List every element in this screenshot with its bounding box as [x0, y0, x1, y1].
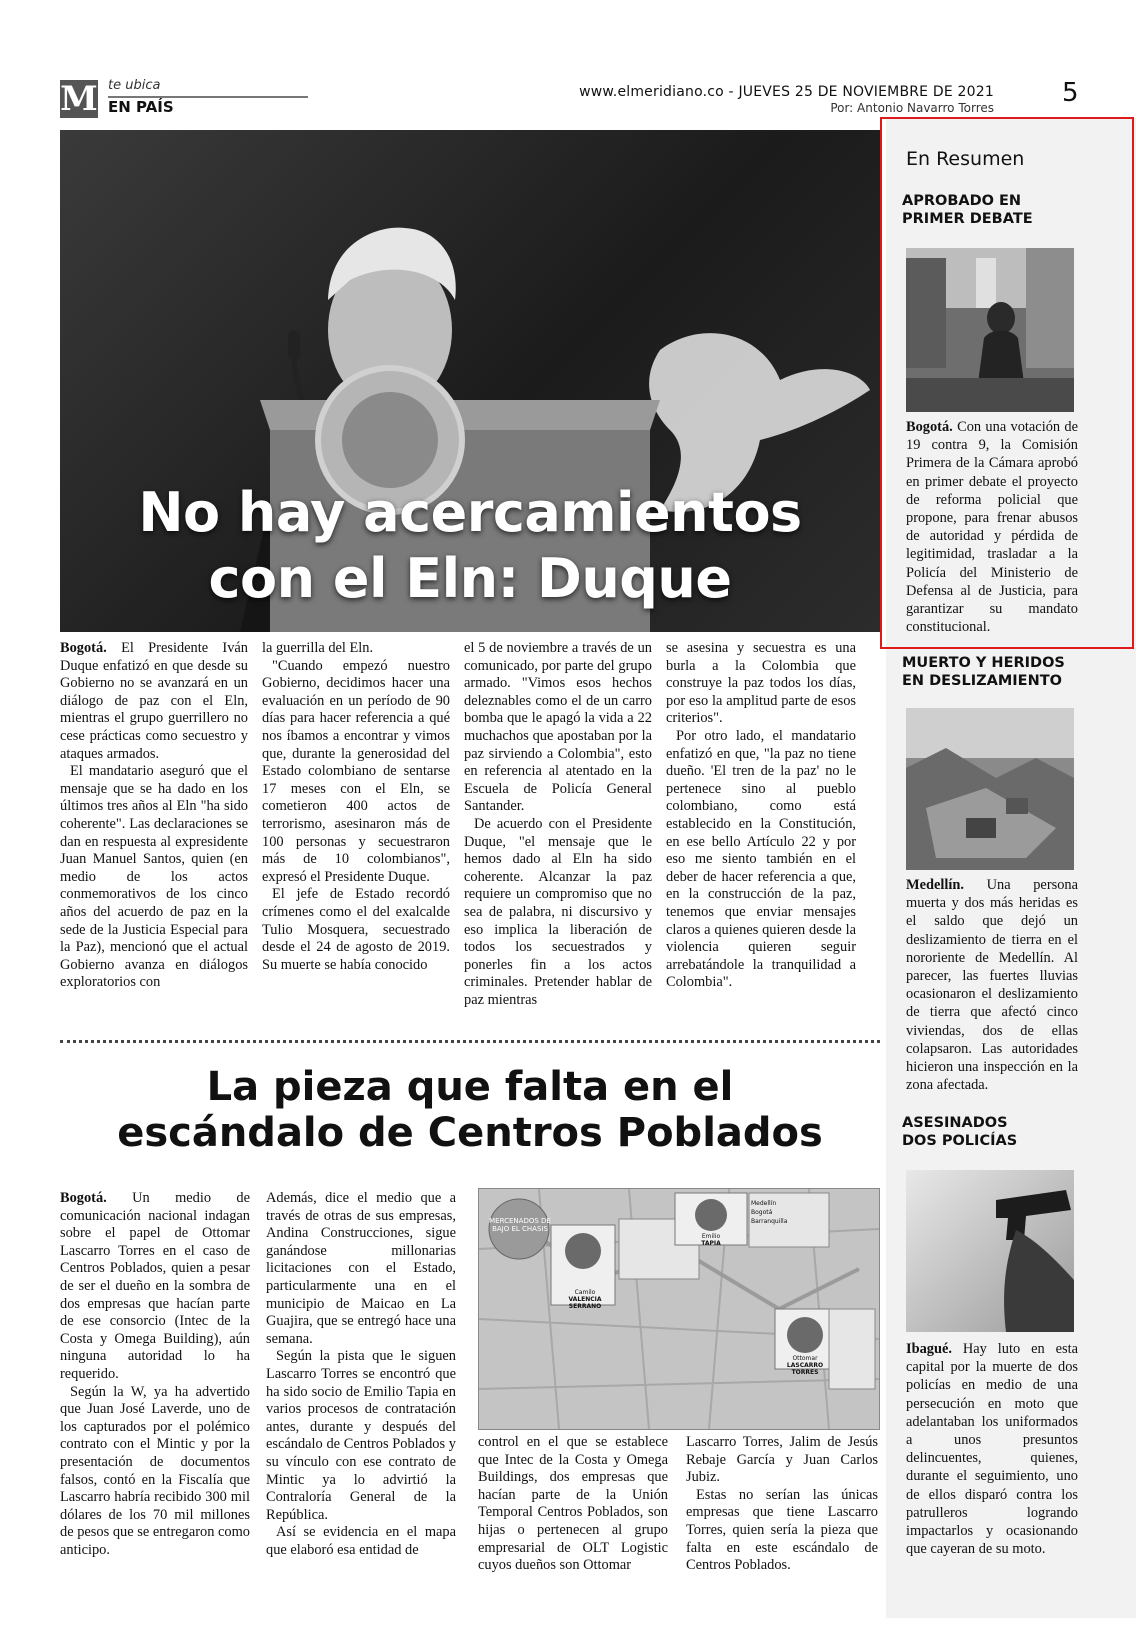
section-name: EN PAÍS: [108, 98, 174, 116]
summary-heading-1: [902, 192, 1122, 228]
heading-line: PRIMER DEBATE: [902, 211, 1033, 227]
paragraph: se asesina y secuestra es una burla a la Colombia que construye la paz todos los días, por eso la amplitud parte de esos criterios".: [666, 640, 856, 727]
dateline: Ibagué.: [906, 1341, 952, 1357]
article2-column-4: [686, 1434, 878, 1575]
dateline: Bogotá.: [906, 419, 953, 435]
dateline: Medellín.: [906, 877, 964, 893]
headline-line-1: No hay acercamientos: [138, 481, 802, 544]
headline-line-2: con el Eln: Duque: [208, 547, 732, 610]
map-place: Medellín: [751, 1200, 777, 1207]
summary-heading-2: [902, 654, 1122, 690]
article-headline: [60, 480, 880, 612]
dateline: Bogotá.: [60, 1190, 107, 1206]
map-place: Bogotá: [751, 1209, 773, 1216]
page-number: 5: [1062, 78, 1079, 108]
paragraph: Estas no serían las únicas empresas que tiene Lascarro Torres, quien sería la pieza que falta en este escándalo de Centros Poblados.: [686, 1486, 878, 1574]
paragraph: De acuerdo con el Presidente Duque, "el mensaje que le hemos dado al Eln ha sido coherente. Alcanzar la paz requiere un compromiso que no sea de palabra, ni discursivo y eso implica la liberación de todos los secuestrados y ponerles fin a los actos criminales. Pretender hablar de paz mientras: [464, 815, 652, 1008]
map-label-lascarro: [773, 1355, 837, 1376]
map-label-last-name: TAPIA: [701, 1240, 721, 1247]
paragraph: El jefe de Estado recordó crímenes como el del exalcalde Tulio Mosquera, secuestrado desde el 24 de agosto de 2019. Su muerte se había conocido: [262, 886, 450, 973]
paragraph: El mandatario aseguró que el mensaje que se ha dado en los últimos tres años al Eln "ha sido coherente". Las declaraciones se dan en respuesta al expresidente Juan Manuel Santos, quien (en medio de los actos conmemorativos de los cinco años del acuerdo de paz en la sede de la Justicia Especial para la Paz), mencionó que el actual Gobierno avanza en diálogos exploratorios con: [60, 763, 248, 991]
article2-column-1: [60, 1190, 250, 1559]
summary-text-3: [906, 1340, 1078, 1558]
section-divider: [60, 1040, 880, 1043]
map-label-tapia: [677, 1233, 745, 1247]
headline-line-1: La pieza que falta en el: [206, 1064, 734, 1110]
paragraph: Además, dice el medio que a través de otras de sus empresas, Andina Construcciones, sigue ganándose millonarias licitaciones con el Estado, particularmente una en el municipio de Maicao en La Guajira, que se entregó hace una semana.: [266, 1190, 456, 1347]
paragraph: El Presidente Iván Duque enfatizó en que desde su Gobierno no se avanzará en un diálogo de paz con el Eln, mientras el grupo guerrillero no cese prácticas como secuestro y ataques armados.: [60, 640, 248, 762]
photo-illustration: [906, 1170, 1074, 1332]
site-and-date: www.elmeridiano.co - JUEVES 25 DE NOVIEMBRE DE 2021: [579, 84, 994, 100]
article2-column-3: [478, 1434, 668, 1575]
summary-text-2: [906, 876, 1078, 1094]
map-label-first-name: Emilio: [701, 1233, 721, 1240]
map-title: MERCENADOS DE BAJO EL CHASIS: [489, 1217, 551, 1233]
summary-body: Hay luto en esta capital por la muerte de dos policías en medio de una persecución en moto que adelantaban los uniformados a unos presuntos delincuentes, quienes, durante el seguimiento, uno de ellos disparó contra los patrulleros logrando impactarlos y ocasionando que cayeran de su moto.: [906, 1341, 1078, 1558]
landslide-photo: [906, 708, 1074, 870]
summary-text-1: [906, 418, 1078, 636]
summary-body: Una persona muerta y dos más heridas es el saldo que dejó un deslizamiento de tierra en el nororiente de Medellín. Al parecer, las fuertes lluvias ocasionaron el deslizamiento de tierra que afectó cinco viviendas, dos de ellas colapsaron. Las autoridades hicieron una inspección en la zona afectada.: [906, 877, 1078, 1094]
newspaper-logo: M: [60, 79, 98, 119]
map-place: Barranquilla: [751, 1218, 788, 1225]
protest-photo: [906, 248, 1074, 412]
heading-line: MUERTO Y HERIDOS: [902, 655, 1065, 671]
map-label-last-name: VALENCIA SERRANO: [568, 1296, 602, 1310]
paragraph: Lascarro Torres, Jalim de Jesús Rebaje García y Juan Carlos Jubiz.: [686, 1434, 878, 1486]
paragraph: "Cuando empezó nuestro Gobierno, decidimos hacer una evaluación en un período de 90 días para hacer referencia a qué nos íbamos a encontrar y vimos que, durante la generosidad del Estado colombiano de sentarse 17 meses con el Eln, se cometieron 400 actos de terrorismo, asesinaron más de 100 personas y secuestraron más de 10 colombianos", expresó el Presidente Duque.: [262, 657, 450, 885]
heading-line: DOS POLICÍAS: [902, 1133, 1018, 1149]
control-map-graphic: [478, 1188, 880, 1430]
paragraph: Así se evidencia en el mapa que elaboró esa entidad de: [266, 1524, 456, 1558]
photo-illustration: [906, 708, 1074, 870]
heading-line: APROBADO EN: [902, 193, 1022, 209]
paragraph: Por otro lado, el mandatario enfatizó en que, "la paz no tiene dueño. 'El tren de la paz' no le pertenece sino al pueblo colombiano, como está establecido en la Constitución, en ese bello Artículo 22 y por eso me siento también en el deber de hacer referencia a que, en la construcción de la paz, tenemos que enviar mensajes claros a quienes quieren desde la violencia quieren seguir arrebatándole la tranquilidad a Colombia".: [666, 727, 856, 991]
map-place-list: [751, 1199, 787, 1226]
heading-line: EN DESLIZAMIENTO: [902, 673, 1062, 689]
article1-column-3: [464, 640, 652, 1009]
summary-heading-3: [902, 1114, 1122, 1150]
headline-line-2: escándalo de Centros Poblados: [117, 1110, 823, 1156]
heading-line: ASESINADOS: [902, 1115, 1008, 1131]
photo-illustration: [906, 248, 1074, 412]
article2-headline: [60, 1064, 880, 1156]
paragraph: Un medio de comunicación nacional indagan sobre el papel de Ottomar Lascarro Torres en el caso de Centros Poblados, quien a pesar de ser el dueño en la sombra de dos empresas que hacían parte de ese consorcio (Intec de la Costa y Omega Building), aún ninguna autoridad lo ha requerido.: [60, 1190, 250, 1382]
paragraph: control en el que se establece que Intec de la Costa y Omega Buildings, dos empresas que hacían parte de la Unión Temporal Centros Poblados, son hijas o pertenecen al grupo empresarial de OLT Logistic cuyos dueños son Ottomar: [478, 1434, 668, 1574]
article2-column-2: [266, 1190, 456, 1559]
dateline: Bogotá.: [60, 640, 107, 656]
paragraph: la guerrilla del Eln.: [262, 640, 374, 656]
article1-column-2: [262, 640, 450, 974]
map-label-first-name: Ottomar: [792, 1355, 818, 1362]
paragraph: Según la W, ya ha advertido que Juan José Laverde, uno de los capturados por el polémico contrato con el Mintic y por la presentación de documentos falsos, contó en la Fiscalía que Lascarro habría recibido 300 mil dólares de los 70 mil millones de pesos que se entregaron como anticipo.: [60, 1383, 250, 1558]
article1-column-4: [666, 640, 856, 992]
paragraph: Según la pista que le siguen Lascarro Torres se encontró que ha sido socio de Emilio Tapia en varios procesos de contratación antes, durante y después del escándalo de Centros Poblados y su vínculo con ese contrato de Mintic ya lo advirtió la Contraloría General de la República.: [266, 1348, 456, 1523]
section-tagline: te ubica: [108, 78, 161, 93]
map-label-valencia: [553, 1289, 617, 1310]
gun-photo: [906, 1170, 1074, 1332]
summary-body: Con una votación de 19 contra 9, la Comisión Primera de la Cámara aprobó en primer debate el proyecto de reforma policial que propone, para frenar abusos de autoridad y pérdida de legitimidad, trasladar a la Policía del Ministerio de Defensa al de Justicia, para garantizar su mandato constitucional.: [906, 419, 1078, 636]
map-label-last-name: LASCARRO TORRES: [786, 1362, 824, 1376]
byline: Por: Antonio Navarro Torres: [830, 101, 994, 115]
sidebar-title: En Resumen: [906, 148, 1025, 170]
map-label-first-name: Camilo: [574, 1289, 596, 1296]
paragraph: el 5 de noviembre a través de un comunicado, por parte del grupo armado. "Vimos esos hechos deleznables como el de un carro bomba que le apagó la vida a 22 muchachos que apostaban por la paz sirviendo a Colombia", esto en referencia al atentado en la Escuela de Policía General Santander.: [464, 640, 652, 815]
article1-column-1: [60, 640, 248, 992]
